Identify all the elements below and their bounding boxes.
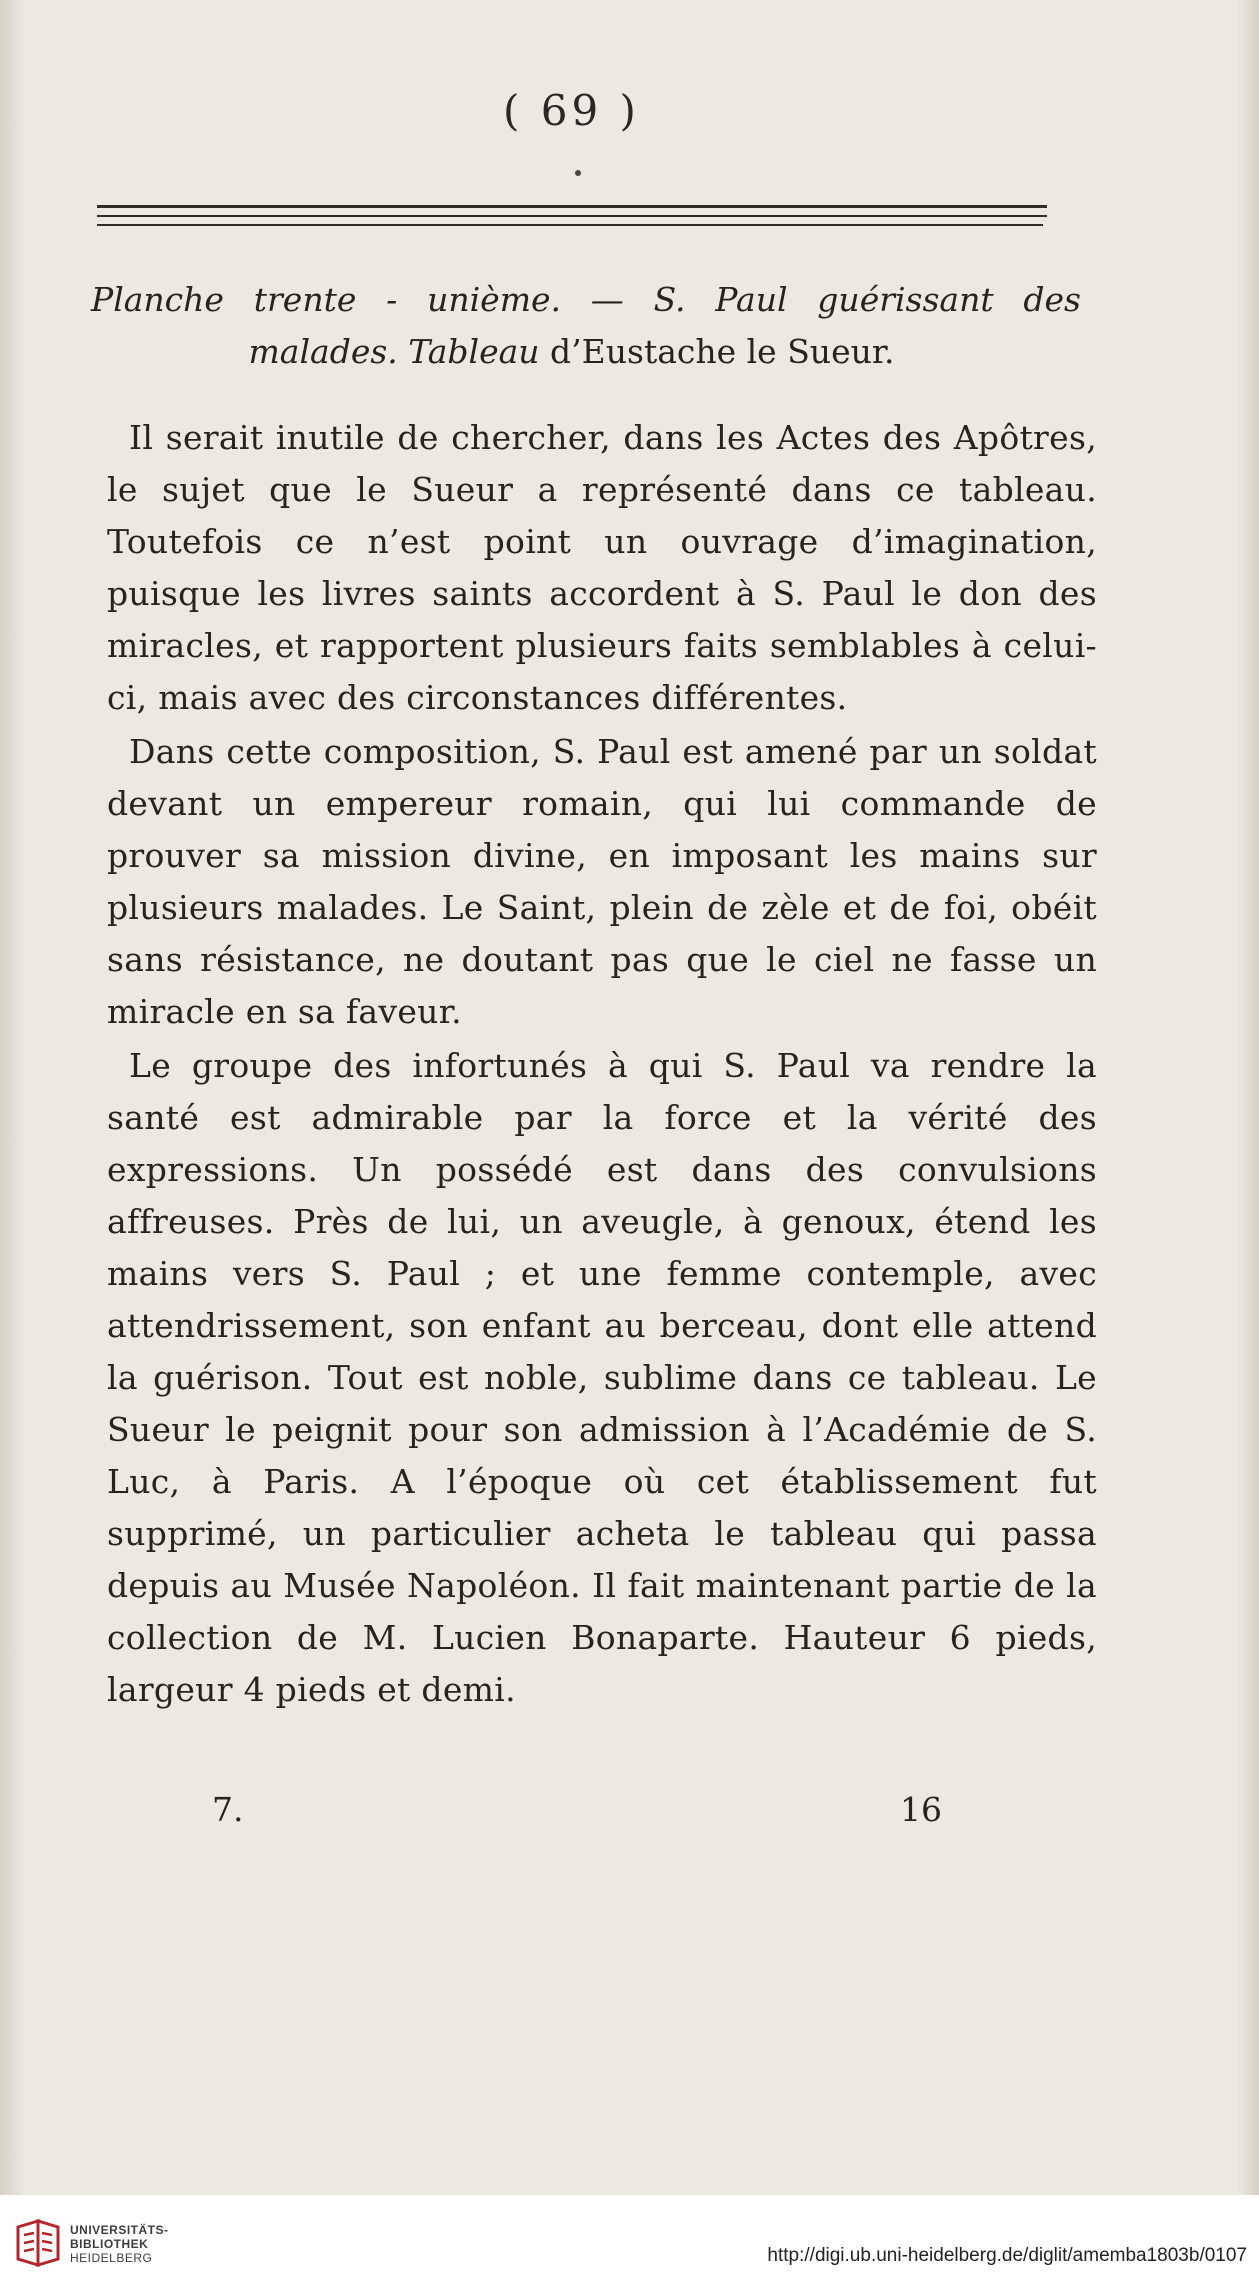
permalink-url[interactable]: http://digi.ub.uni-heidelberg.de/diglit/amemba1803b/0107	[767, 2245, 1247, 2266]
title-italic: malades.	[248, 332, 398, 371]
paragraph: Il serait inutile de chercher, dans les Actes des Apôtres, le sujet que le Sueur a représenté dans ce tableau. Toutefois ce n’est point un ouvrage d’imagination, puisque les livres saints accordent à S. Paul le don des miracles, et rapportent plusieurs faits semblables à celui-ci, mais avec des circonstances différentes.	[107, 418, 1097, 717]
library-name-line: HEIDELBERG	[70, 2251, 153, 2265]
page-number: ( 69 )	[503, 86, 640, 135]
footer-bar	[0, 2195, 1259, 2287]
signature-mark: 7.	[212, 1790, 244, 1829]
plate-title-line2	[0, 326, 1143, 378]
library-name-line: UNIVERSITÄTS-	[70, 2223, 169, 2237]
paragraph: Dans cette composition, S. Paul est amené par un soldat devant un empereur romain, qui lui commande de prouver sa mission divine, en imposant les mains sur plusieurs malades. Le Saint, plein de zèle et de foi, obéit sans résistance, ne doutant pas que le ciel ne fasse un miracle en sa faveur.	[107, 732, 1097, 1031]
header-rule	[97, 215, 1047, 217]
library-name	[70, 2223, 169, 2265]
paragraph: Le groupe des infortunés à qui S. Paul va rendre la santé est admirable par la force et la vérité des expressions. Un possédé est dans des convulsions affreuses. Près de lui, un aveugle, à genoux, étend les mains vers S. Paul ; et une femme contemple, avec attendrissement, son enfant au berceau, dont elle attend la guérison. Tout est noble, sublime dans ce tableau. Le Sueur le peignit pour son admission à l’Académie de S. Luc, à Paris. A l’époque où cet établissement fut supprimé, un particulier acheta le tableau qui passa depuis au Musée Napoléon. Il fait maintenant partie de la collection de M. Lucien Bonaparte. Hauteur 6 pieds, largeur 4 pieds et demi.	[107, 1046, 1097, 1709]
signature-number: 16	[900, 1790, 942, 1829]
ornament-dot	[575, 170, 581, 176]
header-rule	[97, 205, 1047, 208]
body-text	[107, 412, 1097, 1716]
title-italic: Tableau	[408, 332, 540, 371]
library-name-line: BIBLIOTHEK	[70, 2237, 149, 2251]
header-rule	[97, 224, 1043, 226]
plate-title-line1: Planche trente - unième. — S. Paul guérissant des	[91, 280, 1081, 319]
library-logo-icon	[14, 2217, 62, 2269]
title-painter: d’Eustache le Sueur.	[550, 332, 895, 371]
